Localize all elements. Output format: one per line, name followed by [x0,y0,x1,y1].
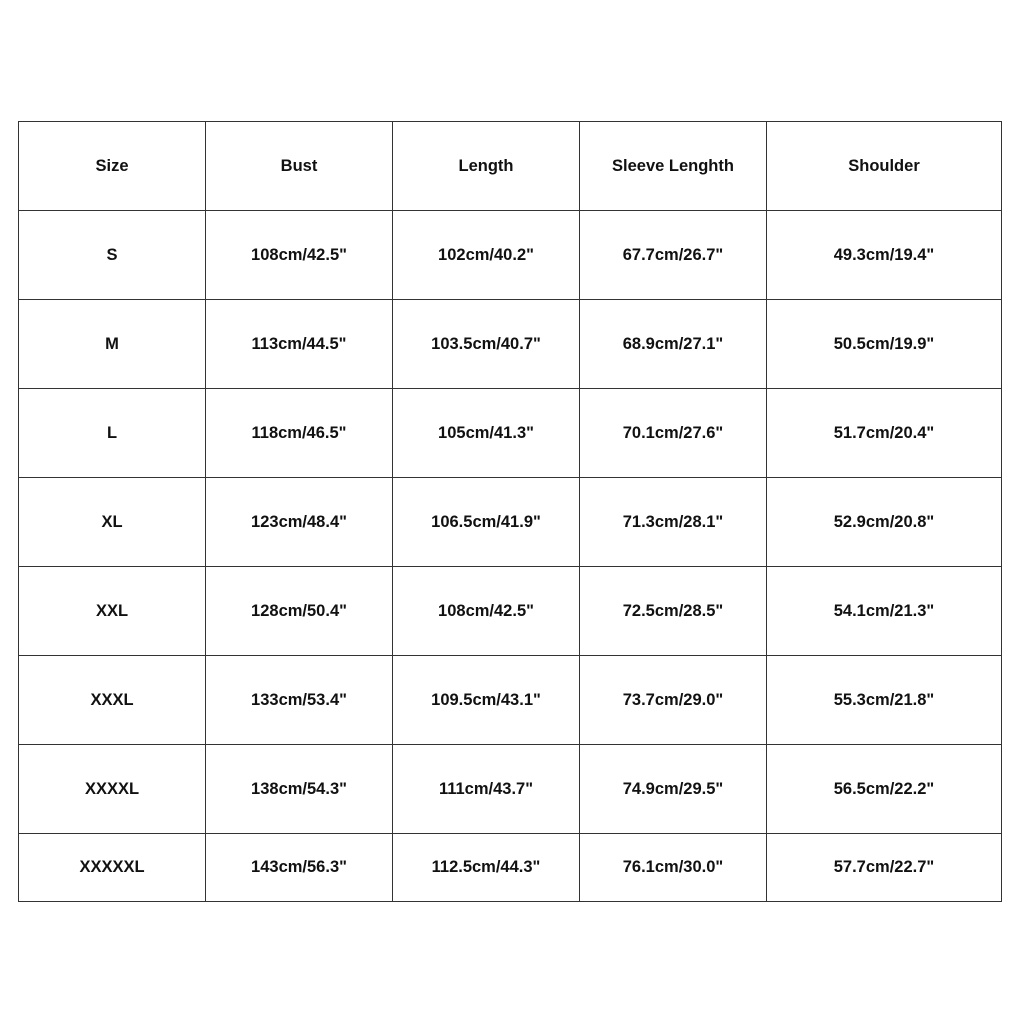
cell-size: XL [19,478,206,567]
cell-length: 102cm/40.2" [393,211,580,300]
cell-sleeve-length: 72.5cm/28.5" [580,567,767,656]
cell-shoulder: 54.1cm/21.3" [767,567,1002,656]
cell-length: 105cm/41.3" [393,389,580,478]
cell-sleeve-length: 74.9cm/29.5" [580,745,767,834]
cell-size: XXXXL [19,745,206,834]
cell-bust: 138cm/54.3" [206,745,393,834]
cell-bust: 108cm/42.5" [206,211,393,300]
cell-length: 103.5cm/40.7" [393,300,580,389]
header-length: Length [393,122,580,211]
table-row [19,389,1002,478]
cell-length: 112.5cm/44.3" [393,834,580,902]
cell-size: L [19,389,206,478]
cell-bust: 143cm/56.3" [206,834,393,902]
cell-shoulder: 52.9cm/20.8" [767,478,1002,567]
cell-bust: 123cm/48.4" [206,478,393,567]
cell-size: M [19,300,206,389]
size-chart-table [18,121,1002,902]
cell-shoulder: 51.7cm/20.4" [767,389,1002,478]
cell-bust: 133cm/53.4" [206,656,393,745]
cell-sleeve-length: 71.3cm/28.1" [580,478,767,567]
cell-size: S [19,211,206,300]
cell-shoulder: 50.5cm/19.9" [767,300,1002,389]
cell-sleeve-length: 67.7cm/26.7" [580,211,767,300]
cell-shoulder: 55.3cm/21.8" [767,656,1002,745]
cell-sleeve-length: 76.1cm/30.0" [580,834,767,902]
cell-shoulder: 57.7cm/22.7" [767,834,1002,902]
cell-sleeve-length: 68.9cm/27.1" [580,300,767,389]
cell-length: 109.5cm/43.1" [393,656,580,745]
cell-bust: 128cm/50.4" [206,567,393,656]
table-row [19,211,1002,300]
header-size: Size [19,122,206,211]
cell-size: XXXXXL [19,834,206,902]
header-bust: Bust [206,122,393,211]
table-header-row [19,122,1002,211]
cell-bust: 118cm/46.5" [206,389,393,478]
cell-size: XXXL [19,656,206,745]
table-row [19,834,1002,902]
cell-shoulder: 56.5cm/22.2" [767,745,1002,834]
cell-sleeve-length: 70.1cm/27.6" [580,389,767,478]
cell-length: 108cm/42.5" [393,567,580,656]
table-row [19,656,1002,745]
cell-sleeve-length: 73.7cm/29.0" [580,656,767,745]
cell-size: XXL [19,567,206,656]
cell-length: 111cm/43.7" [393,745,580,834]
table-row [19,567,1002,656]
table-row [19,300,1002,389]
table-row [19,745,1002,834]
cell-bust: 113cm/44.5" [206,300,393,389]
table-row [19,478,1002,567]
cell-length: 106.5cm/41.9" [393,478,580,567]
header-shoulder: Shoulder [767,122,1002,211]
header-sleeve-length: Sleeve Lenghth [580,122,767,211]
cell-shoulder: 49.3cm/19.4" [767,211,1002,300]
